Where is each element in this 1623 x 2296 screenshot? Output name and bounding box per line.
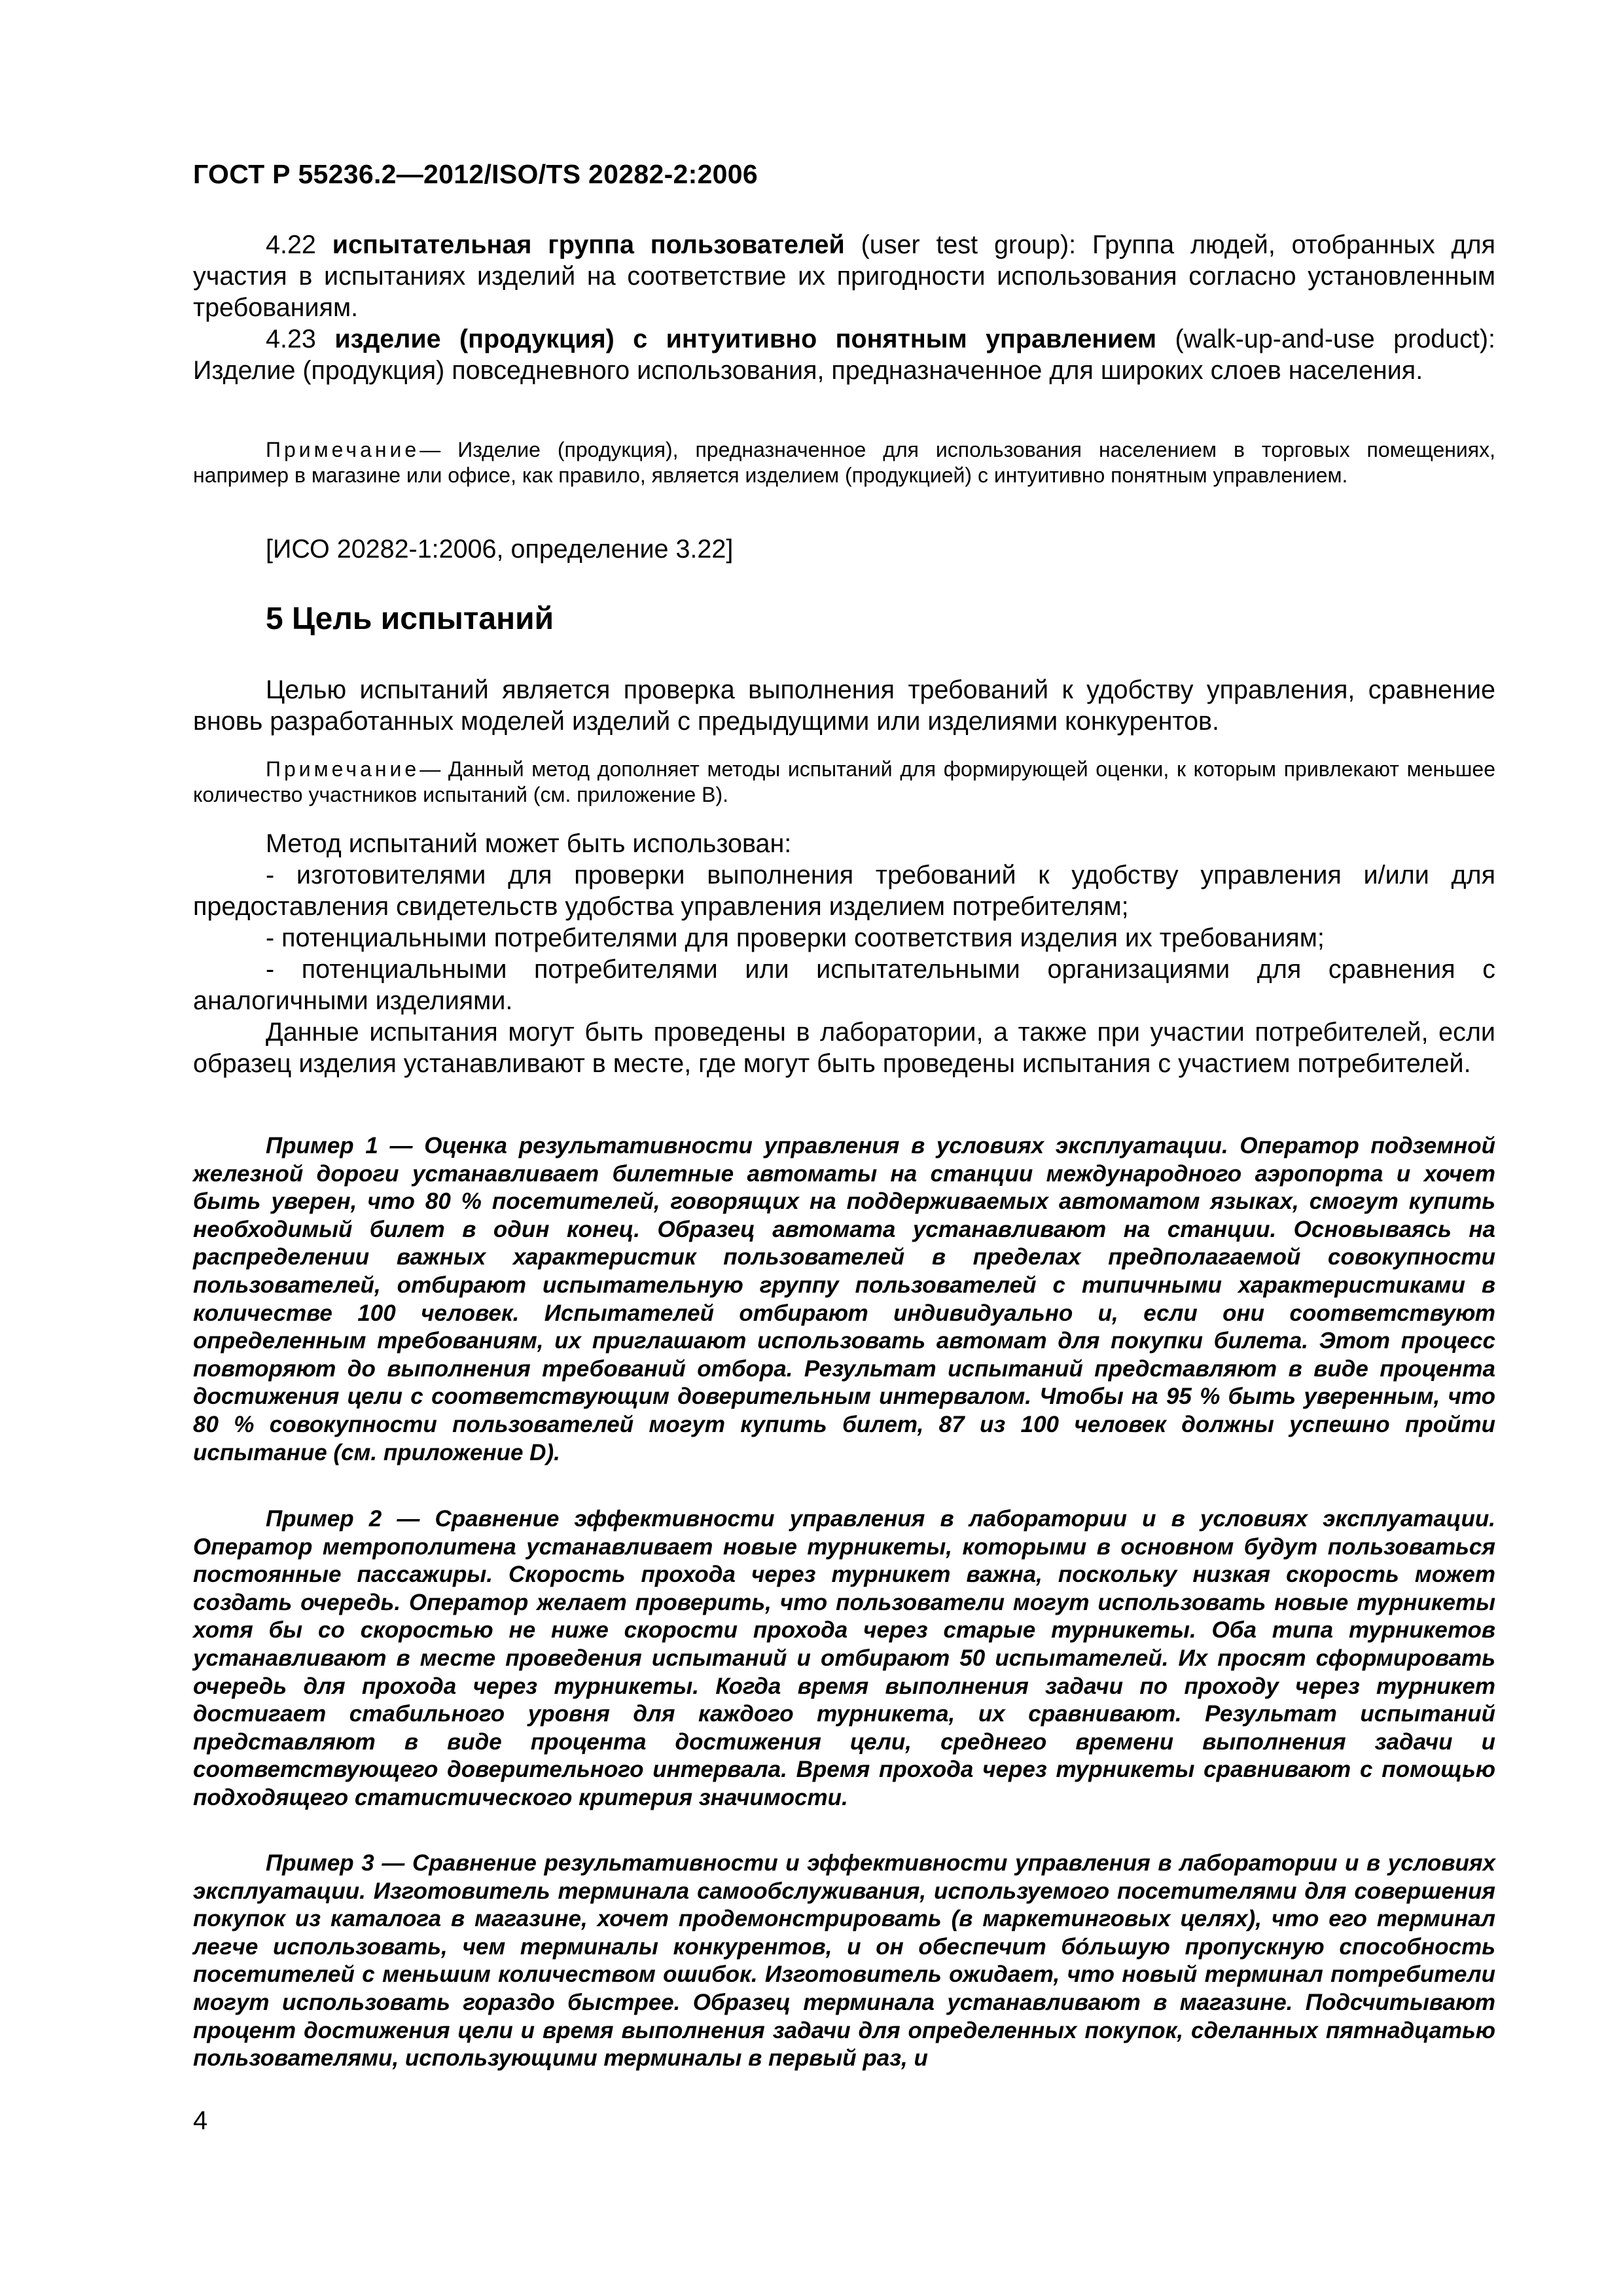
term-4-22	[193, 229, 1495, 323]
method-intro: Метод испытаний может быть использован:	[266, 829, 792, 858]
method-usage-list	[193, 828, 1495, 1079]
term-name: испытательная группа пользователей	[332, 230, 845, 259]
note-term-4-23	[193, 437, 1495, 488]
term-number: 4.23	[266, 325, 316, 353]
use-item: - изготовителями для проверки выполнения требований к удобству управления и/или для предоставления свидетельств удобства управления изделием потребителям;	[193, 861, 1495, 921]
conditions: Данные испытания могут быть проведены в лаборатории, а также при участии потребителей, если образец изделия устанавливают в месте, где могут быть проведены испытания с участием потребителей.	[193, 1018, 1495, 1078]
section-intro: Целью испытаний является проверка выполнения требований к удобству управления, сравнение вновь разработанных моделей изделий с предыдущими или изделиями конкурентов.	[193, 675, 1495, 736]
use-item: - потенциальными потребителями для проверки соответствия изделия их требованиям;	[266, 924, 1325, 952]
section-note	[193, 757, 1495, 808]
reference: [ИСО 20282-1:2006, определение 3.22]	[266, 535, 734, 564]
note-text: — Данный метод дополняет методы испытаний для формирующей оценки, к которым привлекают меньшее количество участников испытаний (см. приложение В).	[193, 757, 1495, 806]
note-label: Примечание	[266, 757, 420, 781]
term-english: (user test group):	[861, 230, 1077, 259]
example-2: Пример 2 — Сравнение эффективности управления в лаборатории и в условиях эксплуатации. Оператор метрополитена устанавливает новые турникеты, которыми в основном будут пользоваться постоянные пассажиры. Скорость прохода через турникет важна, поскольку низкая скорость может создать очередь. Оператор желает проверить, что пользователи могут использовать новые турникеты хотя бы со скоростью не ниже скорости прохода через старые турникеты. Оба типа турникетов устанавливают в месте проведения испытаний и отбирают 50 испытателей. Их просят сформировать очередь для прохода через турникеты. Когда время выполнения задачи по проходу через турникет достигает стабильного уровня для каждого турникета, их сравнивают. Результат испытаний представляют в виде процента достижения цели, среднего времени выполнения задачи и соответствующего доверительного интервала. Время прохода через турникеты сравнивают с помощью подходящего статистического критерия значимости.	[193, 1506, 1495, 1810]
page-number: 4	[193, 2106, 208, 2135]
term-name: изделие (продукция) с интуитивно понятным управлением	[334, 325, 1157, 353]
term-english: (walk-up-and-use product):	[1175, 325, 1495, 353]
term-number: 4.22	[266, 230, 316, 259]
example-1: Пример 1 — Оценка результативности управления в условиях эксплуатации. Оператор подземной железной дороги устанавливает билетные автоматы на станции международного аэропорта и хочет быть уверен, что 80 % посетителей, говорящих на поддерживаемых автоматом языках, смогут купить необходимый билет в один конец. Образец автомата устанавливают на станции. Основываясь на распределении важных характеристик пользователей в пределах предполагаемой совокупности пользователей, отбирают испытательную группу пользователей с типичными характеристиками в количестве 100 человек. Испытателей отбирают индивидуально и, если они соответствуют определенным требованиям, их приглашают использовать автомат для покупки билета. Этот процесс повторяют до выполнения требований отбора. Результат испытаний представляют в виде процента достижения цели с соответствующим доверительным интервалом. Чтобы на 95 % быть уверенным, что 80 % совокупности пользователей могут купить билет, 87 из 100 человек должны успешно пройти испытание (см. приложение D).	[193, 1133, 1495, 1465]
section-title: 5 Цель испытаний	[266, 601, 554, 636]
example-3: Пример 3 — Сравнение результативности и эффективности управления в лаборатории и в условиях эксплуатации. Изготовитель терминала самообслуживания, используемого посетителями для совершения покупок из каталога в магазине, хочет продемонстрировать (в маркетинговых целях), что его терминал легче использовать, чем терминалы конкурентов, и он обеспечит бо́льшую пропускную способность посетителей с меньшим количеством ошибок. Изготовитель ожидает, что новый терминал потребители могут использовать гораздо быстрее. Образец терминала устанавливают в магазине. Подсчитывают процент достижения цели и время выполнения задачи для определенных покупок, сделанных пятнадцатью пользователями, использующими терминалы в первый раз, и	[193, 1850, 1495, 2072]
note-label: Примечание	[266, 438, 420, 461]
term-definition: Группа людей, отобранных для участия в испытаниях изделий на соответствие их пригодности использования согласно установленным требованиям.	[193, 230, 1495, 322]
use-item: - потенциальными потребителями или испытательными организациями для сравнения с аналогичными изделиями.	[193, 955, 1495, 1015]
document-header: ГОСТ Р 55236.2—2012/ISO/TS 20282-2:2006	[193, 159, 758, 189]
term-definition: Изделие (продукция) повседневного использования, предназначенное для широких слоев населения.	[193, 356, 1423, 385]
term-4-23	[193, 323, 1495, 386]
note-text: — Изделие (продукция), предназначенное для использования населением в торговых помещениях, например в магазине или офисе, как правило, является изделием (продукцией) с интуитивно понятным управлением.	[193, 438, 1495, 487]
